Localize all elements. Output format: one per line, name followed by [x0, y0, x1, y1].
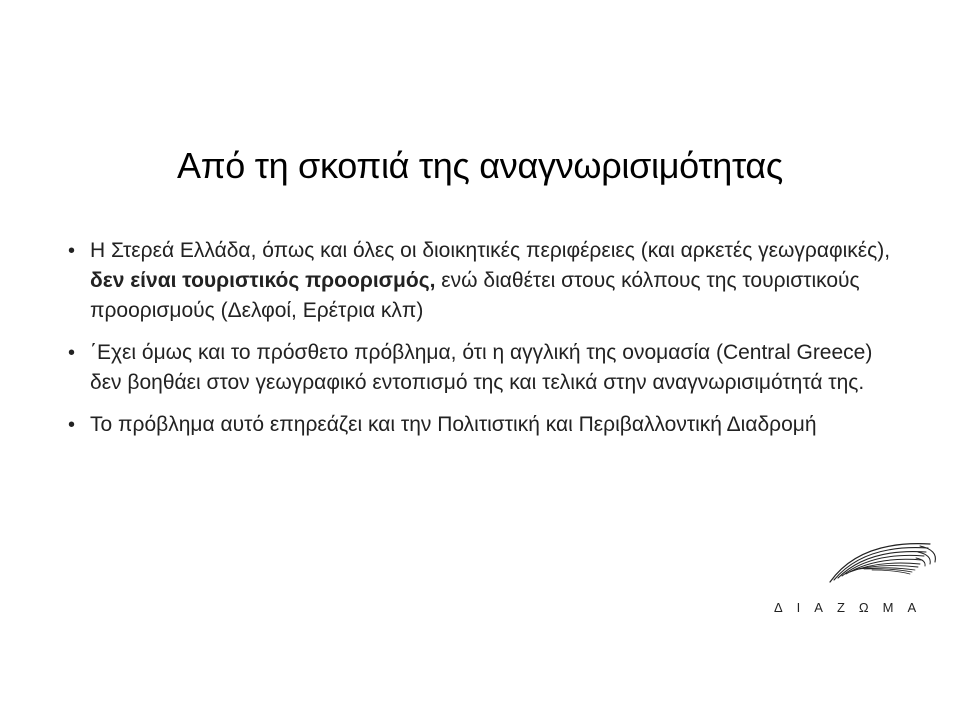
diazoma-logo: [760, 532, 950, 622]
bullet-text: Το πρόβλημα αυτό επηρεάζει και την Πολιτιστική και Περιβαλλοντική Διαδρομή: [90, 413, 817, 436]
bullet-bold-text: δεν είναι τουριστικός προορισμός,: [90, 269, 436, 292]
bullet-dot: •: [68, 342, 76, 364]
slide-title: Από τη σκοπιά της αναγνωρισιμότητας: [177, 145, 783, 186]
bullet-dot: •: [68, 414, 76, 436]
bullet-text: ΄Εχει όμως και το πρόσθετο πρόβλημα, ότι η αγγλική της ονομασία (Central Greece) δεν βοηθάει στον γεωγραφικό εντοπισμό της και τελικά στην αναγνωρισιμότητά της.: [90, 341, 873, 394]
bullet-item: [62, 236, 902, 326]
logo-text: ΔΙΑΖΩΜΑ: [774, 600, 931, 615]
bullet-text: Η Στερεά Ελλάδα, όπως και όλες οι διοικητικές περιφέρειες (και αρκετές γεωγραφικές),: [90, 239, 891, 262]
bullet-item: [62, 410, 902, 440]
bullet-text-after: ενώ διαθέτει στους κόλπους της τουριστικούς προορισμούς (Δελφοί, Ερέτρια κλπ): [90, 269, 860, 322]
bullet-item: [62, 338, 902, 398]
bullet-list: [62, 236, 902, 452]
amphitheatre-arcs-icon: [760, 532, 950, 592]
bullet-dot: •: [68, 240, 76, 262]
